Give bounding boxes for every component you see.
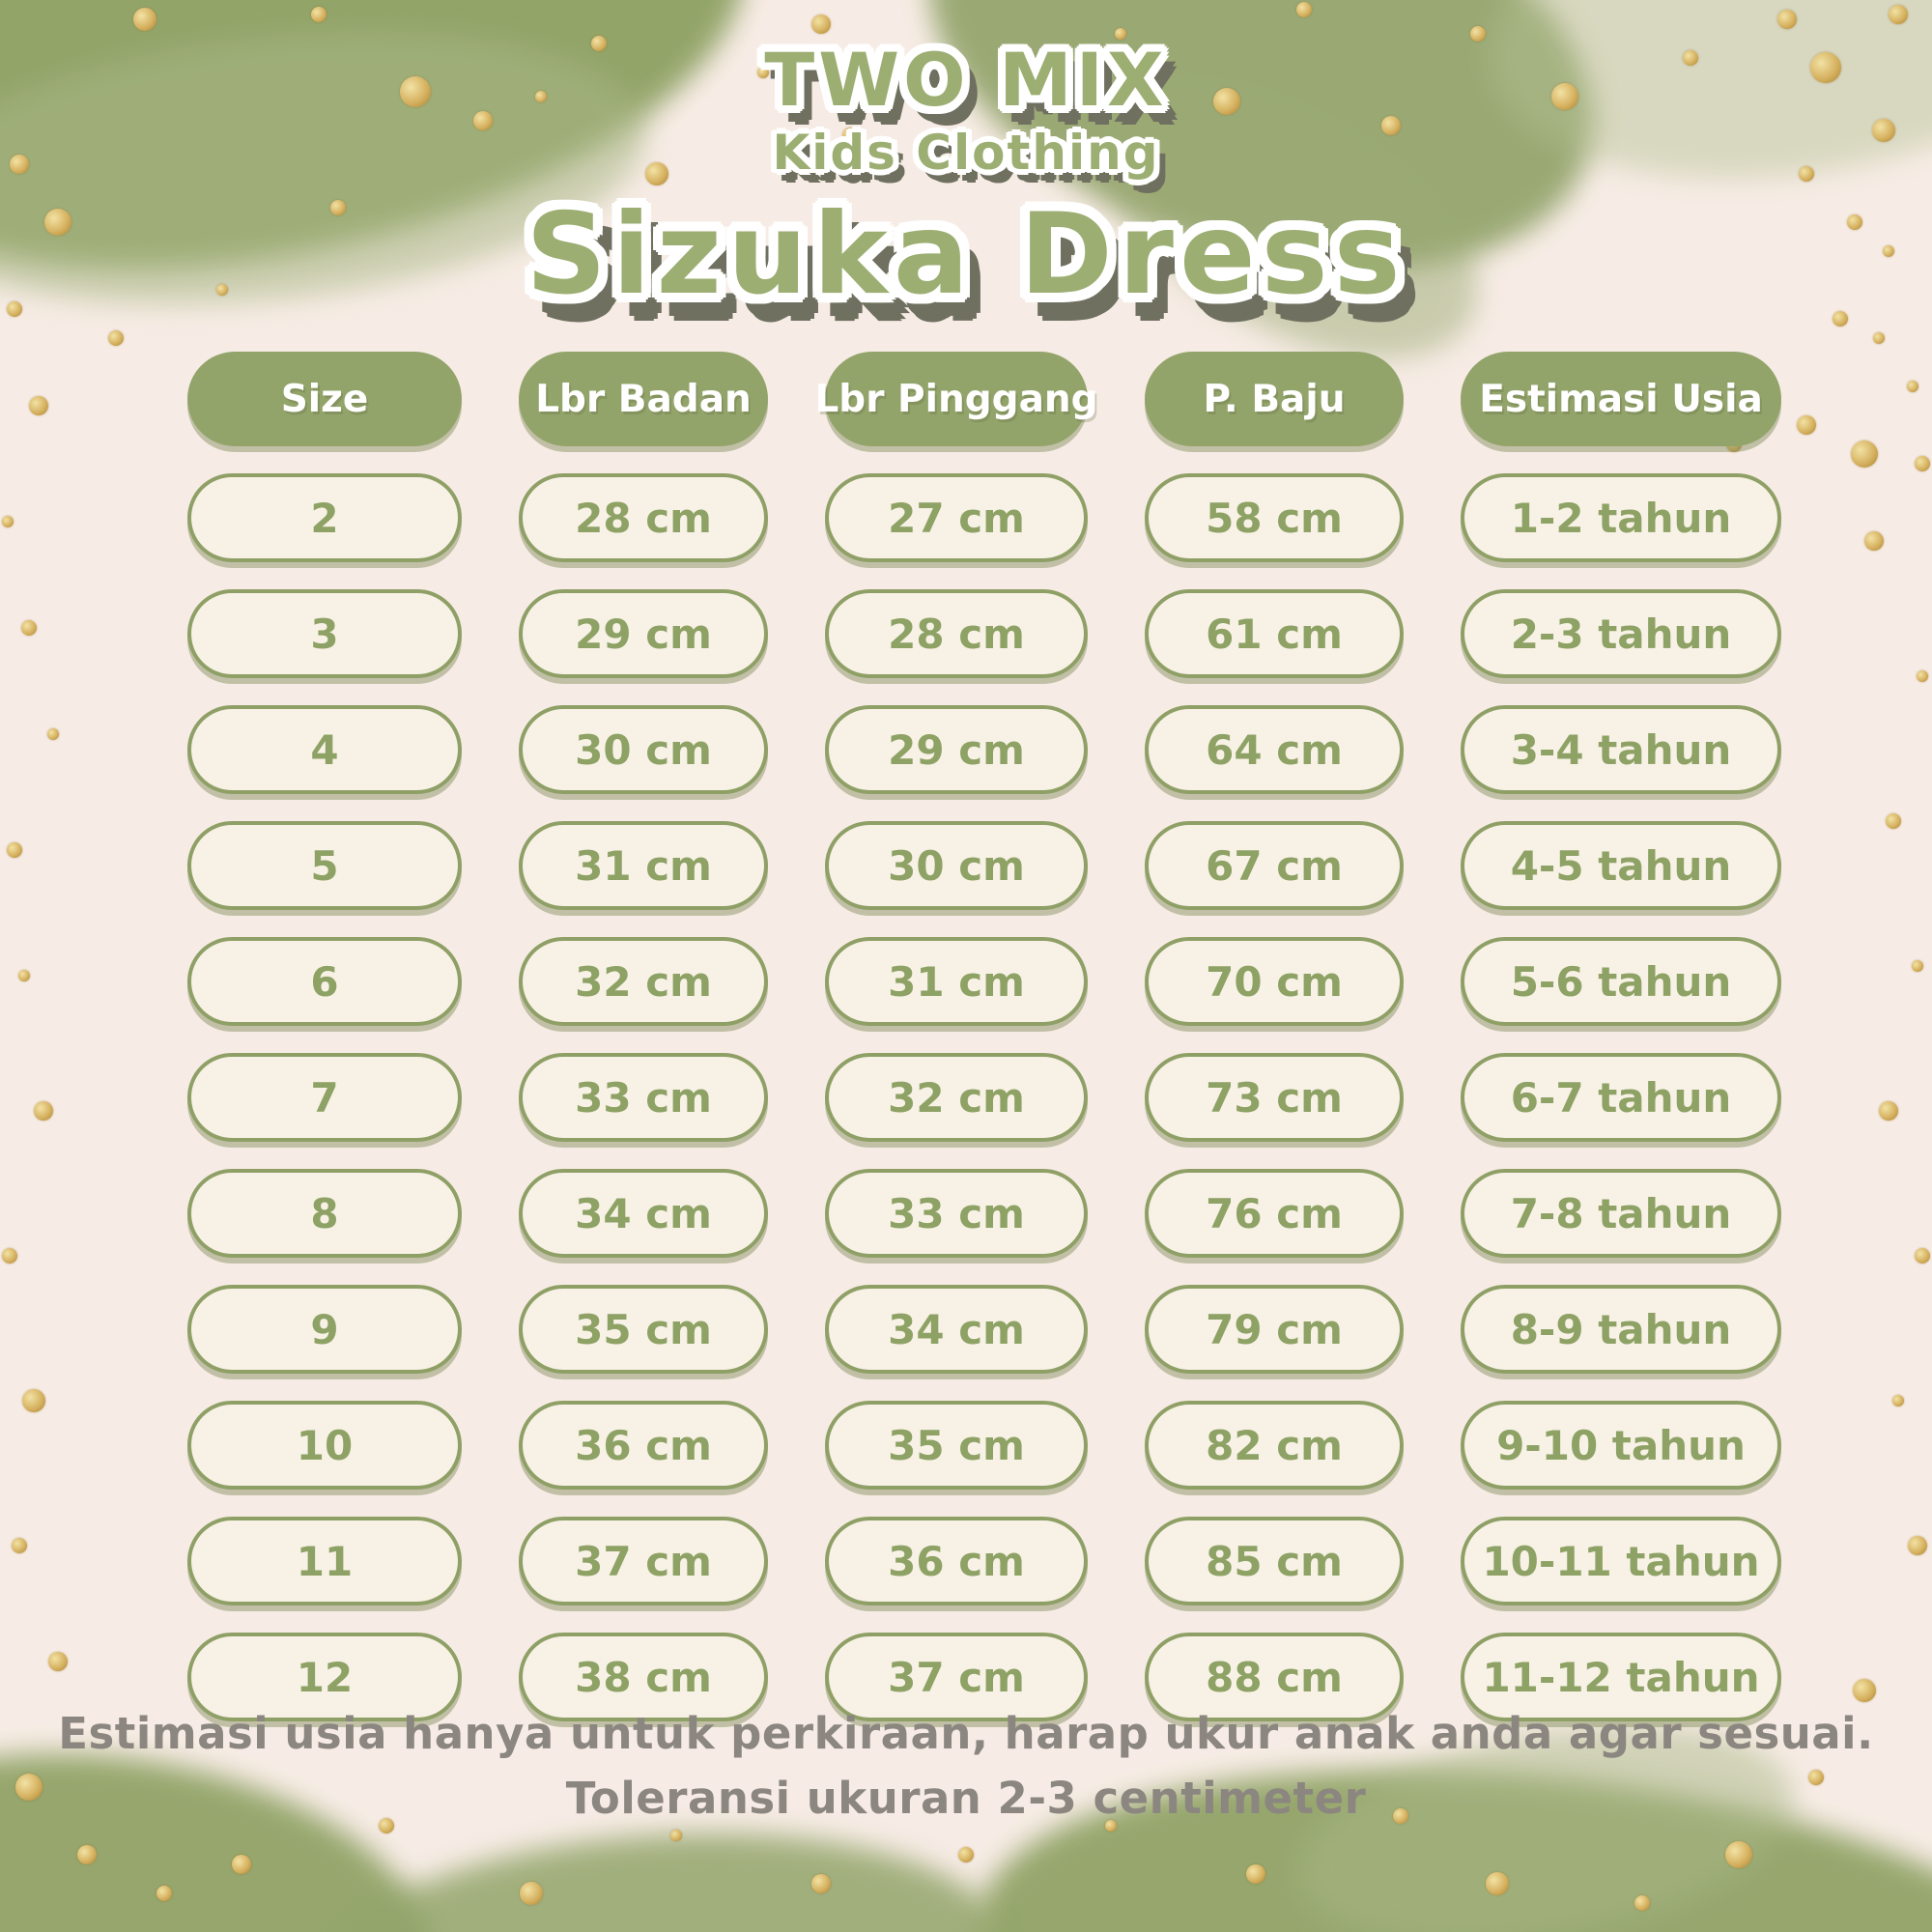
gold-dot [47,728,59,740]
data-cell: 30 cm [825,821,1088,910]
data-cell: 27 cm [825,473,1088,562]
gold-dot [1892,1395,1904,1406]
data-cell: 36 cm [825,1517,1088,1605]
gold-dot [2,1248,17,1264]
data-cell: 33 cm [519,1053,768,1142]
data-cell: 31 cm [519,821,768,910]
data-cell: 5-6 tahun [1461,937,1781,1026]
gold-dot [77,1845,97,1864]
gold-dot [1915,1248,1930,1264]
data-cell: 29 cm [519,589,768,678]
gold-dot [18,970,30,981]
data-cell: 28 cm [519,473,768,562]
gold-dot [1777,10,1797,29]
data-cell: 58 cm [1145,473,1404,562]
gold-dot [1917,670,1928,682]
header-cell: Estimasi Usia [1461,352,1781,446]
data-cell: 76 cm [1145,1169,1404,1258]
data-cell: 2-3 tahun [1461,589,1781,678]
data-cell: 3 [187,589,462,678]
data-cell: 61 cm [1145,589,1404,678]
data-cell: 79 cm [1145,1285,1404,1374]
data-cell: 37 cm [825,1633,1088,1721]
header-cell: Lbr Badan [519,352,768,446]
data-cell: 32 cm [825,1053,1088,1142]
data-cell: 36 cm [519,1401,768,1490]
gold-dot [12,1538,27,1553]
data-cell: 28 cm [825,589,1088,678]
data-cell: 67 cm [1145,821,1404,910]
data-cell: 8 [187,1169,462,1258]
gold-dot [29,396,48,415]
data-cell: 12 [187,1633,462,1721]
brand-name: TWO MIX [764,37,1168,123]
gold-dot [1886,813,1901,829]
data-cell: 4-5 tahun [1461,821,1781,910]
data-cell: 85 cm [1145,1517,1404,1605]
gold-dot [1851,440,1878,468]
data-cell: 7 [187,1053,462,1142]
gold-dot [1907,381,1918,392]
gold-dot [7,842,22,858]
data-cell: 35 cm [825,1401,1088,1490]
gold-dot [1912,960,1923,972]
data-cell: 11 [187,1517,462,1605]
data-cell: 5 [187,821,462,910]
data-cell: 10-11 tahun [1461,1517,1781,1605]
data-cell: 34 cm [825,1285,1088,1374]
data-cell: 11-12 tahun [1461,1633,1781,1721]
gold-dot [48,1652,68,1671]
gold-dot [34,1101,53,1121]
data-cell: 34 cm [519,1169,768,1258]
gold-dot [1873,332,1885,344]
data-cell: 7-8 tahun [1461,1169,1781,1258]
data-cell: 37 cm [519,1517,768,1605]
gold-dot [2,516,14,527]
gold-dot [156,1886,172,1901]
gold-dot [232,1855,251,1874]
gold-dot [1246,1864,1265,1884]
gold-dot [1486,1872,1509,1895]
header-cell: P. Baju [1145,352,1404,446]
gold-dot [958,1847,974,1862]
gold-dot [1797,415,1816,435]
footer-note-line1: Estimasi usia hanya untuk perkiraan, harap ukur anak anda agar sesuai. [58,1708,1874,1759]
data-cell: 31 cm [825,937,1088,1026]
gold-dot [1634,1895,1650,1911]
gold-dot [1889,5,1908,24]
data-cell: 9 [187,1285,462,1374]
gold-dot [1879,1101,1898,1121]
gold-dot [1864,531,1884,551]
header-cell: Lbr Pinggang [825,352,1088,446]
data-cell: 6-7 tahun [1461,1053,1781,1142]
gold-dot [1725,1841,1752,1868]
gold-dot [1915,456,1930,471]
data-cell: 73 cm [1145,1053,1404,1142]
data-cell: 38 cm [519,1633,768,1721]
gold-dot [133,8,156,31]
data-cell: 10 [187,1401,462,1490]
gold-dot [1908,1536,1927,1555]
data-cell: 88 cm [1145,1633,1404,1721]
data-cell: 2 [187,473,462,562]
data-cell: 35 cm [519,1285,768,1374]
footer-note-line2: Toleransi ukuran 2-3 centimeter [565,1773,1367,1824]
gold-dot [21,620,37,636]
data-cell: 33 cm [825,1169,1088,1258]
gold-dot [22,1389,45,1412]
data-cell: 82 cm [1145,1401,1404,1490]
gold-dot [1296,2,1312,17]
gold-dot [108,330,124,346]
data-cell: 70 cm [1145,937,1404,1026]
data-cell: 29 cm [825,705,1088,794]
gold-dot [1853,1679,1876,1702]
data-cell: 32 cm [519,937,768,1026]
gold-dot [520,1882,543,1905]
brand-tagline: Kids Clothing [772,125,1160,181]
gold-dot [811,14,831,34]
data-cell: 64 cm [1145,705,1404,794]
data-cell: 6 [187,937,462,1026]
gold-dot [311,7,327,22]
header-cell: Size [187,352,462,446]
data-cell: 8-9 tahun [1461,1285,1781,1374]
data-cell: 4 [187,705,462,794]
gold-dot [811,1874,831,1893]
page-title: Sizuka Dress [526,189,1406,320]
data-cell: 30 cm [519,705,768,794]
data-cell: 1-2 tahun [1461,473,1781,562]
brand-logo [0,37,1932,181]
size-table [187,352,1781,1721]
data-cell: 9-10 tahun [1461,1401,1781,1490]
data-cell: 3-4 tahun [1461,705,1781,794]
footer-note [0,1708,1932,1837]
